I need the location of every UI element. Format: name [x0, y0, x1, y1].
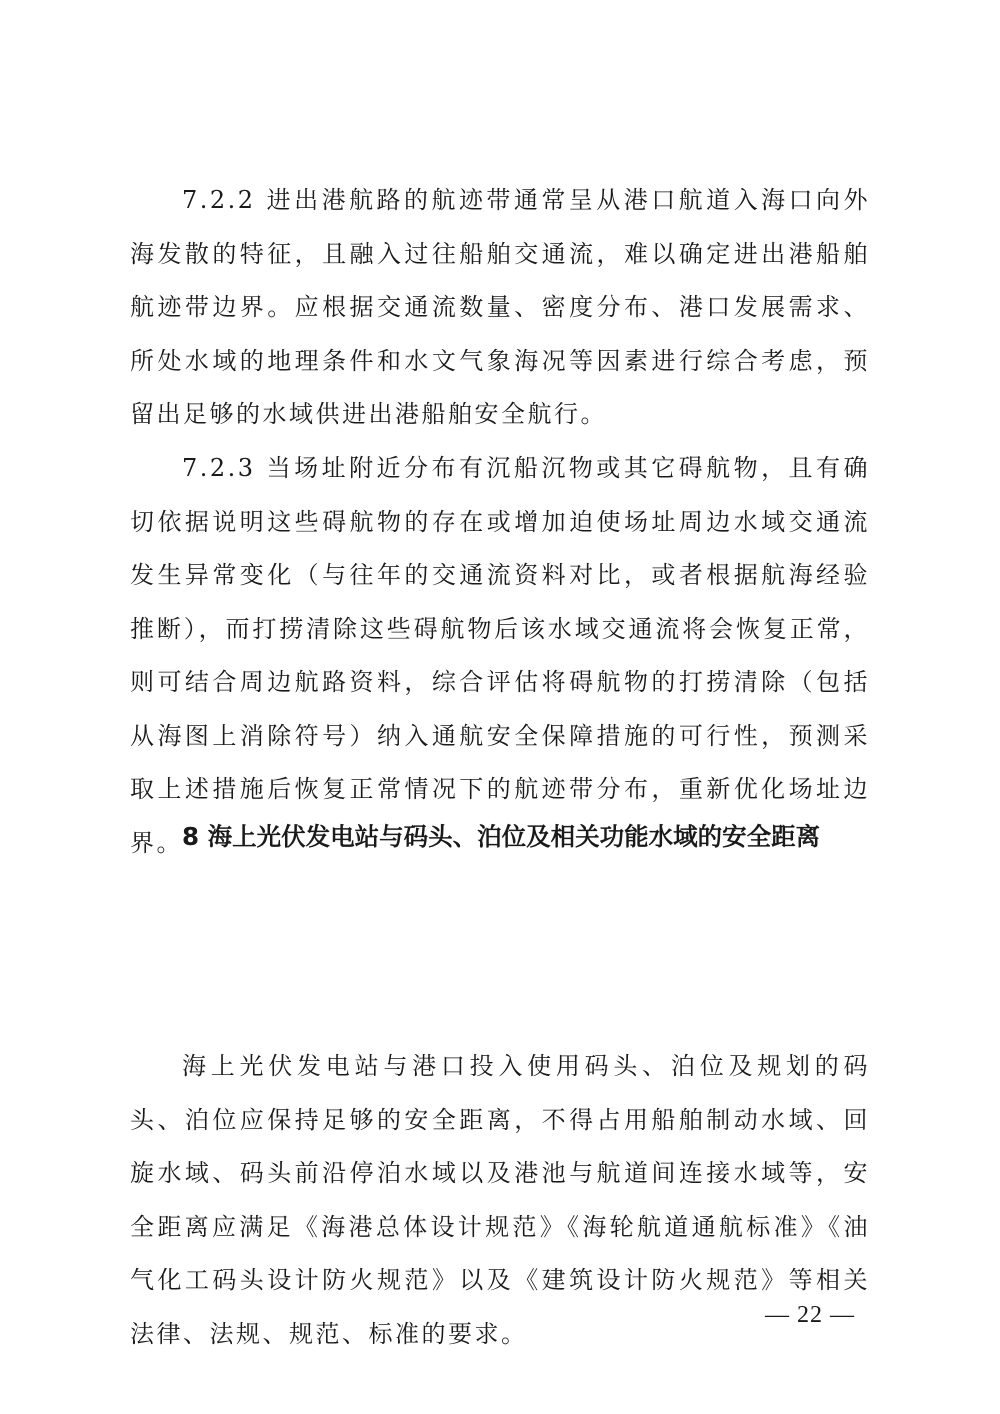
paragraph-7-2-3: 7.2.3 当场址附近分布有沉船沉物或其它碍航物，且有确切依据说明这些碍航物的存在或增加迫使场址周边水域交通流发生异常变化（与往年的交通流资料对比，或者根据航海经验推断），而打捞清除这些碍航物后该水域交通流将会恢复正常，则可结合周边航路资料，综合评估将碍航物的打捞清除（包括从海图上消除符号）纳入通航安全保障措施的可行性，预测采取上述措施后恢复正常情况下的航迹带分布，重新优化场址边界。 [130, 454, 870, 857]
paragraph-7-2-2: 7.2.2 进出港航路的航迹带通常呈从港口航道入海口向外海发散的特征，且融入过往船舶交通流，难以确定进出港船舶航迹带边界。应根据交通流数量、密度分布、港口发展需求、所处水域的地理条件和水文气象海况等因素进行综合考虑，预留出足够的水域供进出港船舶安全航行。 [130, 186, 870, 428]
section-heading-8: 8 海上光伏发电站与码头、泊位及相关功能水域的安全距离 [182, 822, 821, 851]
paragraph-section-8-body: 海上光伏发电站与港口投入使用码头、泊位及规划的码头、泊位应保持足够的安全距离，不得占用船舶制动水域、回旋水域、码头前沿停泊水域以及港池与航道间连接水域等，安全距离应满足《海港总体设计规范》《海轮航道通航标准》《油气化工码头设计防火规范》以及《建筑设计防火规范》等相关法律、法规、规范、标准的要求。 [130, 1052, 870, 1348]
page-number: — 22 — [765, 1302, 855, 1328]
